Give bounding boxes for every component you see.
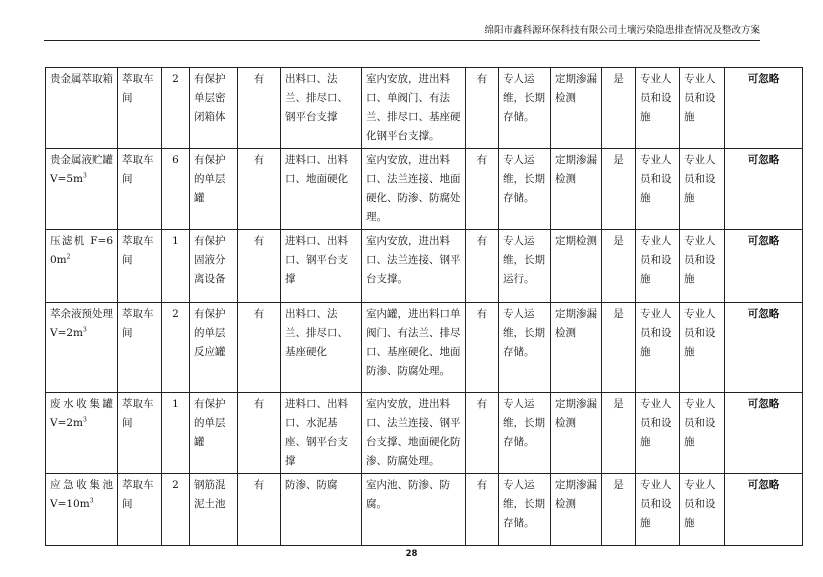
quantity-cell: 1 xyxy=(162,230,190,303)
measures-cell: 出料口、法兰、排尽口、钢平台支撑 xyxy=(281,68,362,149)
leak-cell: 有 xyxy=(466,303,499,393)
page-number: 28 xyxy=(405,549,418,559)
table-row xyxy=(46,230,803,303)
equipment-spec: V=10m xyxy=(50,498,90,510)
header-rule xyxy=(44,40,760,41)
equipment-name: 废水收集罐 xyxy=(50,398,113,410)
workshop-cell: 萃取车间 xyxy=(118,230,162,303)
personnel-cell: 专业人员和设施 xyxy=(680,393,725,474)
management-cell: 专人运维，长期存储。 xyxy=(499,474,551,546)
protection-cell: 有 xyxy=(238,474,281,546)
equipment-name: 压滤机 xyxy=(50,235,86,247)
equipment-spec: F=60m xyxy=(50,235,113,266)
result-cell: 可忽略 xyxy=(725,68,803,149)
result-cell: 可忽略 xyxy=(725,303,803,393)
protection-cell: 有 xyxy=(238,68,281,149)
management-cell: 专人运维，长期运行。 xyxy=(499,230,551,303)
equipment-spec: V=2m xyxy=(50,417,84,429)
equipment-name-cell xyxy=(46,303,118,393)
compliant-cell: 是 xyxy=(602,393,636,474)
table-row xyxy=(46,149,803,230)
measures-cell: 进料口、出料口、钢平台支撑 xyxy=(281,230,362,303)
personnel-cell: 专业人员和设施 xyxy=(680,230,725,303)
quantity-cell: 6 xyxy=(162,149,190,230)
personnel-cell: 专业人员和设施 xyxy=(636,474,680,546)
detection-cell: 定期渗漏检测 xyxy=(551,68,602,149)
leak-cell: 有 xyxy=(466,230,499,303)
equipment-name: 贵金属液贮罐 xyxy=(50,154,113,166)
protection-cell: 有 xyxy=(238,230,281,303)
condition-cell: 室内安放，进出料口、单阀门、有法兰、排尽口、基座硬化钢平台支撑。 xyxy=(362,68,466,149)
management-cell: 专人运维，长期存储。 xyxy=(499,393,551,474)
table-row xyxy=(46,68,803,149)
leak-cell: 有 xyxy=(466,68,499,149)
leak-cell: 有 xyxy=(466,149,499,230)
facility-type-cell: 有保护的单层罐 xyxy=(190,149,238,230)
unit-superscript: 3 xyxy=(83,416,87,424)
workshop-cell: 萃取车间 xyxy=(118,68,162,149)
management-cell: 专人运维，长期存储。 xyxy=(499,149,551,230)
equipment-spec: V=5m xyxy=(50,173,84,185)
result-cell: 可忽略 xyxy=(725,230,803,303)
facility-type-cell: 钢筋混泥土池 xyxy=(190,474,238,546)
equipment-spec: V=2m xyxy=(50,327,84,339)
equipment-name-cell xyxy=(46,230,118,303)
quantity-cell: 1 xyxy=(162,393,190,474)
table-row xyxy=(46,474,803,546)
detection-cell: 定期渗漏检测 xyxy=(551,303,602,393)
personnel-cell: 专业人员和设施 xyxy=(636,393,680,474)
equipment-name: 贵金属萃取箱 xyxy=(50,73,113,85)
equipment-name-cell xyxy=(46,393,118,474)
unit-superscript: 3 xyxy=(83,172,87,180)
facility-type-cell: 有保护单层密闭箱体 xyxy=(190,68,238,149)
result-cell: 可忽略 xyxy=(725,149,803,230)
unit-superscript: 3 xyxy=(89,497,94,505)
leak-cell: 有 xyxy=(466,474,499,546)
result-cell: 可忽略 xyxy=(725,393,803,474)
protection-cell: 有 xyxy=(238,303,281,393)
quantity-cell: 2 xyxy=(162,474,190,546)
workshop-cell: 萃取车间 xyxy=(118,149,162,230)
facility-type-cell: 有保护固液分离设备 xyxy=(190,230,238,303)
hazard-table xyxy=(45,67,803,546)
workshop-cell: 萃取车间 xyxy=(118,303,162,393)
quantity-cell: 2 xyxy=(162,68,190,149)
facility-type-cell: 有保护的单层罐 xyxy=(190,393,238,474)
equipment-name: 应急收集池 xyxy=(50,479,113,491)
compliant-cell: 是 xyxy=(602,149,636,230)
condition-cell: 室内安放，进出料口、法兰连接、地面硬化、防渗、防腐处理。 xyxy=(362,149,466,230)
unit-superscript: 2 xyxy=(66,253,71,261)
personnel-cell: 专业人员和设施 xyxy=(636,303,680,393)
personnel-cell: 专业人员和设施 xyxy=(636,68,680,149)
management-cell: 专人运维，长期存储。 xyxy=(499,68,551,149)
measures-cell: 进料口、出料口、水泥基座、钢平台支撑 xyxy=(281,393,362,474)
table-row xyxy=(46,303,803,393)
compliant-cell: 是 xyxy=(602,474,636,546)
unit-superscript: 3 xyxy=(83,326,87,334)
compliant-cell: 是 xyxy=(602,303,636,393)
compliant-cell: 是 xyxy=(602,68,636,149)
workshop-cell: 萃取车间 xyxy=(118,474,162,546)
personnel-cell: 专业人员和设施 xyxy=(636,149,680,230)
compliant-cell: 是 xyxy=(602,230,636,303)
personnel-cell: 专业人员和设施 xyxy=(680,474,725,546)
personnel-cell: 专业人员和设施 xyxy=(680,149,725,230)
measures-cell: 进料口、出料口、地面硬化 xyxy=(281,149,362,230)
detection-cell: 定期检测 xyxy=(551,230,602,303)
result-cell: 可忽略 xyxy=(725,474,803,546)
document-header: 绵阳市鑫科源环保科技有限公司土壤污染隐患排查情况及整改方案 xyxy=(484,25,760,36)
condition-cell: 室内安放，进出料口、法兰连接、钢平台支撑。 xyxy=(362,230,466,303)
equipment-name: 萃余液预处理 xyxy=(50,308,113,320)
personnel-cell: 专业人员和设施 xyxy=(636,230,680,303)
detection-cell: 定期渗漏检测 xyxy=(551,149,602,230)
condition-cell: 室内罐，进出料口单阀门、有法兰、排尽口、基座硬化、地面防渗、防腐处理。 xyxy=(362,303,466,393)
quantity-cell: 2 xyxy=(162,303,190,393)
measures-cell: 防渗、防腐 xyxy=(281,474,362,546)
facility-type-cell: 有保护的单层反应罐 xyxy=(190,303,238,393)
workshop-cell: 萃取车间 xyxy=(118,393,162,474)
protection-cell: 有 xyxy=(238,393,281,474)
leak-cell: 有 xyxy=(466,393,499,474)
protection-cell: 有 xyxy=(238,149,281,230)
detection-cell: 定期渗漏检测 xyxy=(551,474,602,546)
table-row xyxy=(46,393,803,474)
condition-cell: 室内安放，进出料口、法兰连接、钢平台支撑、地面硬化防渗、防腐处理。 xyxy=(362,393,466,474)
equipment-name-cell xyxy=(46,68,118,149)
management-cell: 专人运维，长期存储。 xyxy=(499,303,551,393)
personnel-cell: 专业人员和设施 xyxy=(680,68,725,149)
detection-cell: 定期渗漏检测 xyxy=(551,393,602,474)
equipment-name-cell xyxy=(46,474,118,546)
personnel-cell: 专业人员和设施 xyxy=(680,303,725,393)
condition-cell: 室内池、防渗、防腐。 xyxy=(362,474,466,546)
equipment-name-cell xyxy=(46,149,118,230)
measures-cell: 出料口、法兰、排尽口、基座硬化 xyxy=(281,303,362,393)
